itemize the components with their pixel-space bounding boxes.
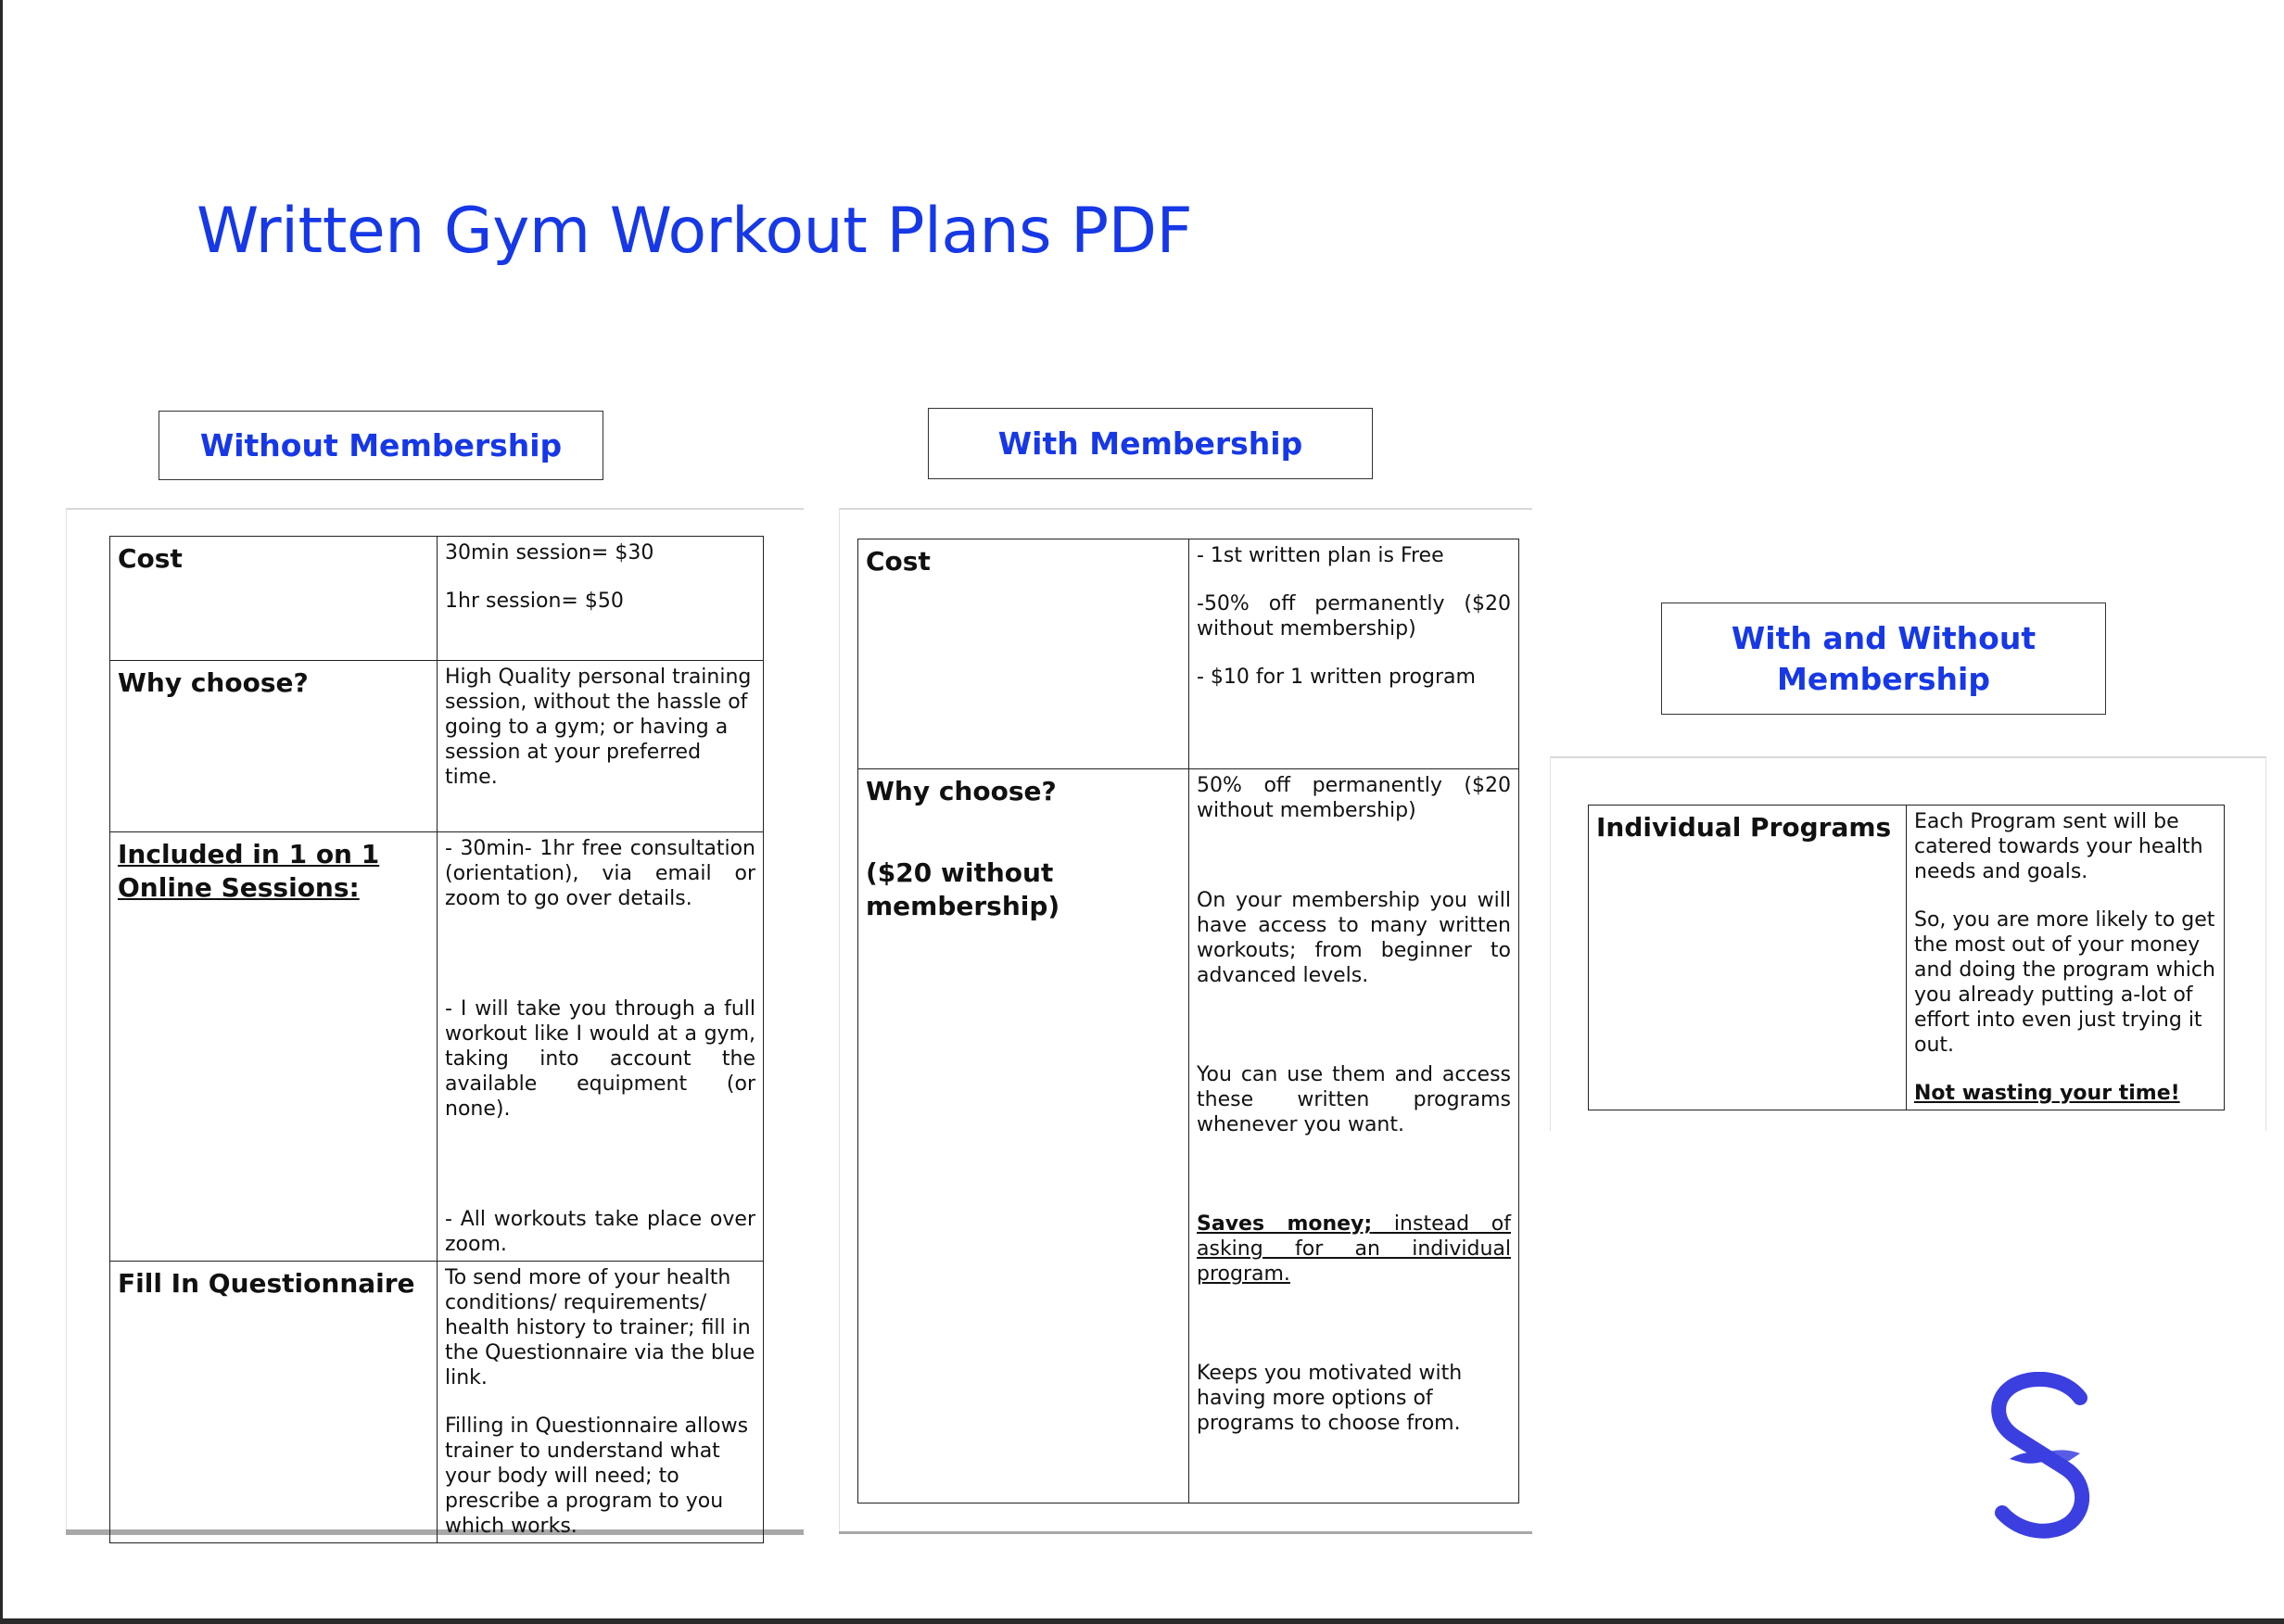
questionnaire-label: Fill In Questionnaire: [110, 1262, 438, 1543]
why-choose-note: ($20 without membership): [866, 857, 1060, 921]
sheet-shadow: [839, 1531, 1532, 1534]
table-row: [858, 539, 1519, 769]
without-membership-table: [109, 536, 764, 1543]
included-details: [438, 832, 764, 1262]
motivated-text: Keeps you motivated with having more options of programs to choose from.: [1197, 1362, 1463, 1435]
cost-label: Cost: [110, 537, 438, 661]
questionnaire-para: Filling in Questionnaire allows trainer to understand what your body will need; to prescribe a program to you which works.: [445, 1415, 749, 1538]
cost-label: Cost: [858, 539, 1189, 769]
included-item: - All workouts take place over zoom.: [445, 1208, 755, 1256]
why-choose-details: [438, 661, 764, 832]
programs-para: Each Program sent will be catered towards your health needs and goals.: [1914, 810, 2203, 883]
table-row: [110, 537, 764, 661]
with-membership-heading-text: With Membership: [997, 425, 1303, 462]
included-item: - I will take you through a full workout like I would at a gym, taking into account the available equipment (or none).: [445, 997, 755, 1121]
questionnaire-details: [438, 1262, 764, 1543]
individual-programs-label: Individual Programs: [1589, 806, 1907, 1110]
programs-para: So, you are more likely to get the most out of your money and doing the program which you already putting a-lot of effort into even just trying it out.: [1914, 908, 2215, 1057]
with-and-without-heading: [1661, 603, 2106, 715]
questionnaire-para: To send more of your health conditions/ requirements/ health history to trainer; fill in the Questionnaire via the blue link.: [445, 1266, 755, 1389]
with-membership-table: [857, 539, 1519, 1503]
with-and-without-heading-line2: Membership: [1777, 660, 1990, 697]
table-row: [858, 769, 1519, 1503]
saves-money-text: [1197, 1212, 1511, 1287]
with-membership-heading: [928, 408, 1373, 479]
cost-details: [438, 537, 764, 661]
why-choose-details: [1189, 769, 1519, 1503]
table-row: [1589, 806, 2225, 1110]
cost-line: - 1st written plan is Free: [1197, 544, 1444, 567]
page-title: Written Gym Workout Plans PDF: [197, 195, 1193, 268]
s-hands-logo-icon: [1984, 1372, 2104, 1539]
cost-details: [1189, 539, 1519, 769]
why-choose-para: 50% off permanently ($20 without membership): [1197, 774, 1511, 822]
why-choose-para: You can use them and access these written programs whenever you want.: [1197, 1063, 1511, 1136]
programs-tagline: Not wasting your time!: [1914, 1082, 2180, 1105]
table-row: [110, 832, 764, 1262]
window-edge-bottom: [0, 1618, 2284, 1624]
without-membership-heading-text: Without Membership: [199, 426, 563, 463]
without-membership-heading: [159, 411, 603, 480]
table-row: [110, 1262, 764, 1543]
table-row: [110, 661, 764, 832]
included-item: - 30min- 1hr free consultation (orientation), via email or zoom to go over details.: [445, 837, 755, 910]
individual-programs-table: [1588, 805, 2225, 1110]
why-choose-para: On your membership you will have access to many written workouts; from beginner to advanced levels.: [1197, 889, 1511, 987]
cost-line: - $10 for 1 written program: [1197, 666, 1476, 689]
why-choose-text: High Quality personal training session, without the hassle of going to a gym; or having a session at your preferred time.: [445, 666, 752, 789]
individual-programs-details: [1907, 806, 2225, 1110]
saves-money-bold: Saves money;: [1197, 1212, 1373, 1236]
cost-line: -50% off permanently ($20 without membership): [1197, 592, 1511, 641]
cost-line: 1hr session= $50: [445, 590, 624, 613]
saves-money-rest: instead of asking for an individual program.: [1197, 1212, 1511, 1286]
window-edge-left: [0, 0, 3, 1624]
why-choose-label: Why choose?: [110, 661, 438, 832]
included-label: Included in 1 on 1 Online Sessions:: [110, 832, 438, 1262]
cost-line: 30min session= $30: [445, 541, 654, 565]
why-choose-label: Why choose?: [866, 776, 1057, 806]
with-and-without-heading-line1: With and Without: [1731, 619, 2037, 656]
why-choose-cell: [858, 769, 1189, 1503]
